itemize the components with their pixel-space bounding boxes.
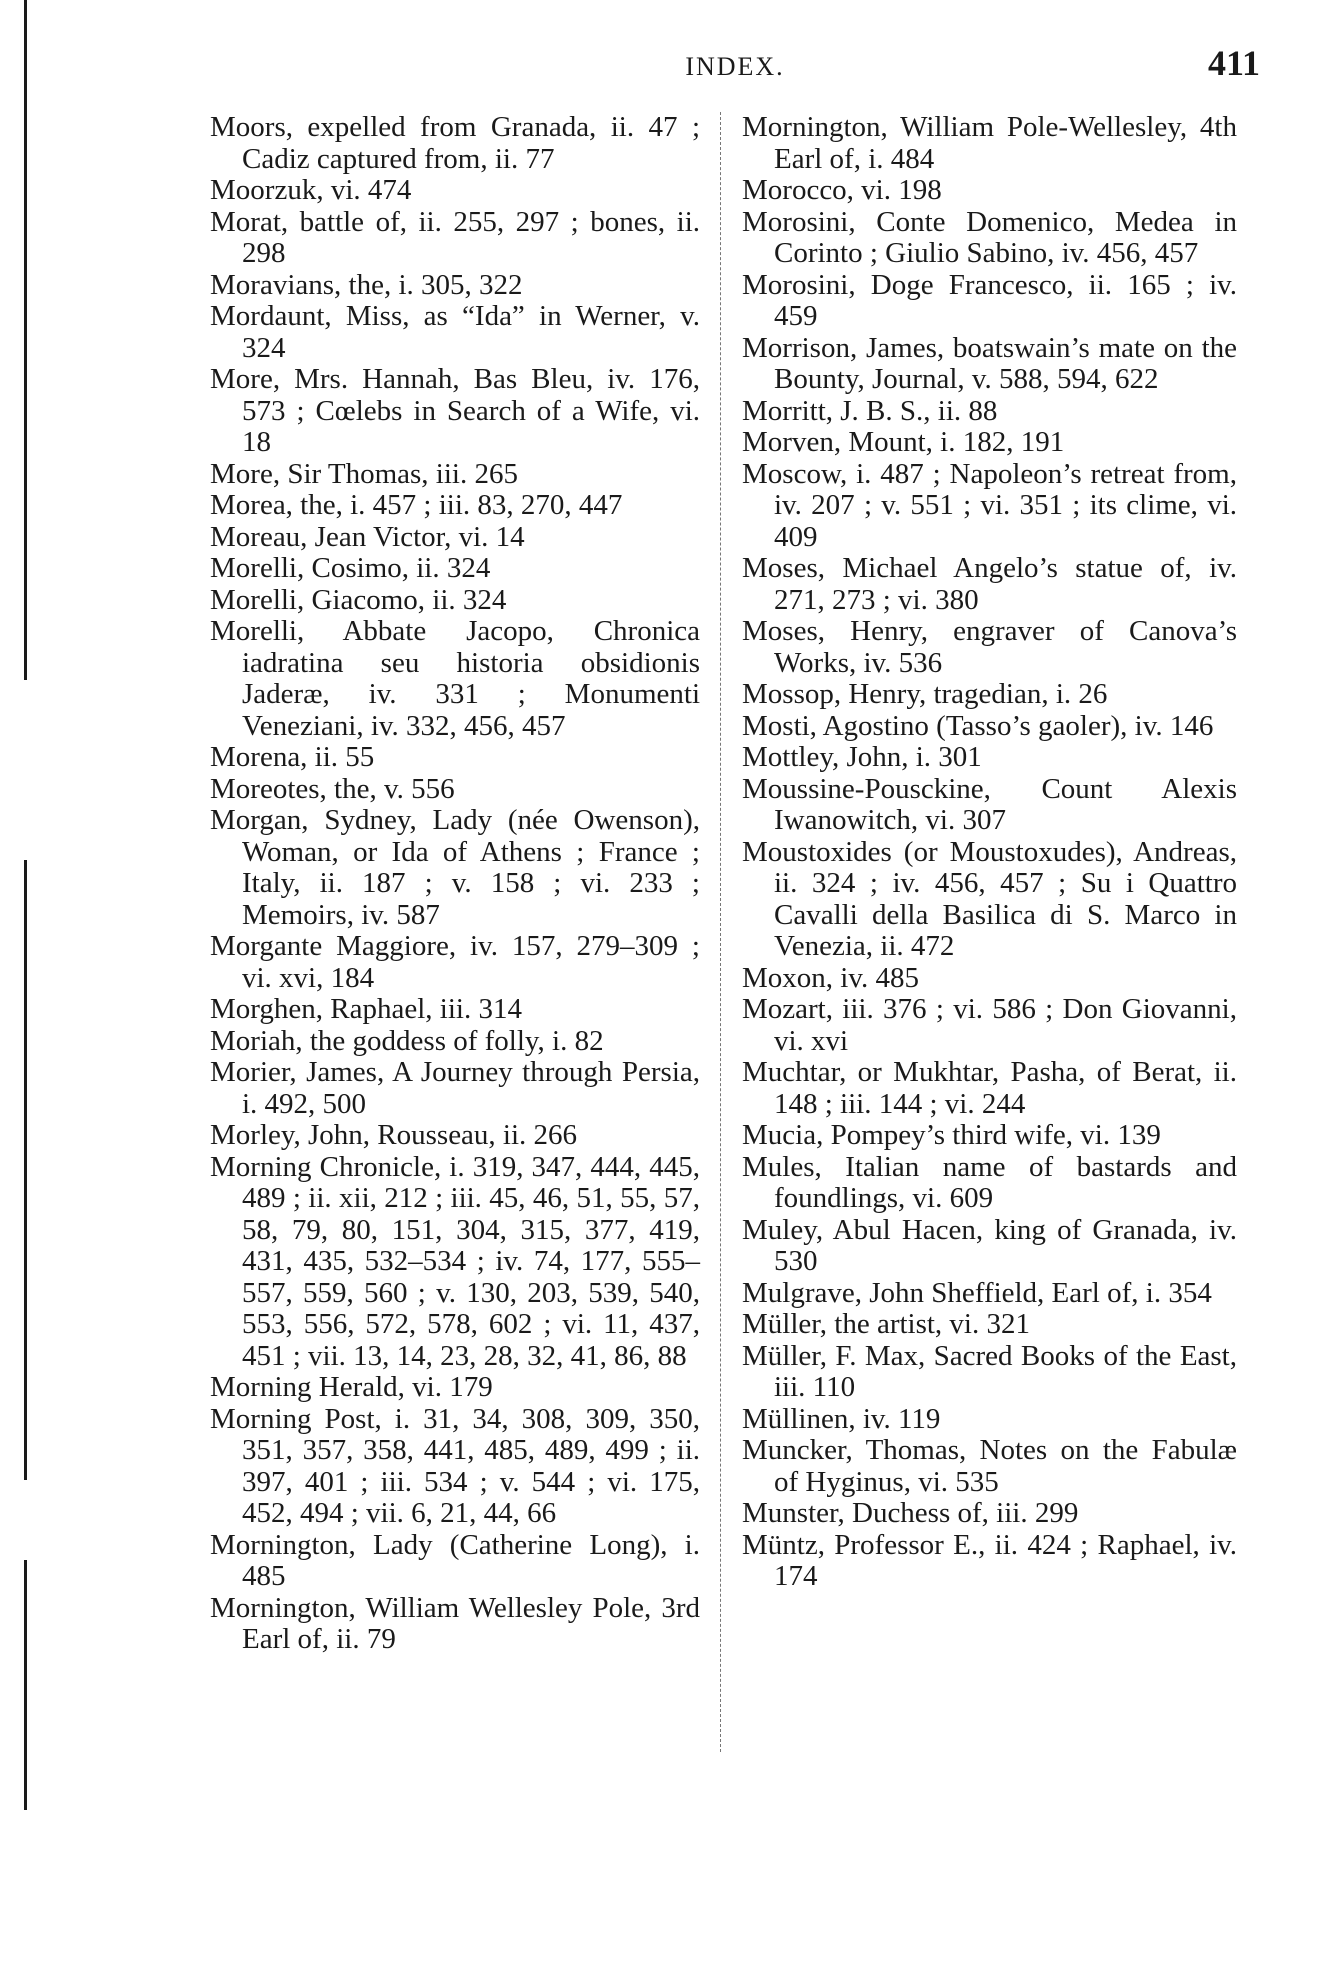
index-entry: Moravians, the, i. 305, 322 xyxy=(210,268,523,301)
index-entry: More, Sir Thomas, iii. 265 xyxy=(210,457,518,490)
index-entry: Morocco, vi. 198 xyxy=(742,174,942,206)
index-entry: Müller, F. Max, Sacred Books of the East, iii. 110 xyxy=(742,1339,1237,1403)
index-entry: Mucia, Pompey’s third wife, vi. 139 xyxy=(742,1119,1161,1151)
index-entry: Morritt, J. B. S., ii. 88 xyxy=(742,394,998,427)
index-entry: Mosti, Agostino (Tasso’s gaoler), iv. 146 xyxy=(742,709,1214,742)
index-entry: Moreotes, the, v. 556 xyxy=(210,772,455,805)
right-index-column xyxy=(742,112,1237,1593)
page-number: 411 xyxy=(1207,43,1260,83)
index-entry: Morning Post, i. 31, 34, 308, 309, 350, 351, 357, 358, 441, 485, 489, 499 ; ii. 397, 401 ; iii. 534 ; v. 544 ; vi. 175, 452, 494 ; vii. 6, 21, 44, 66 xyxy=(210,1402,700,1529)
index-entry: Morgan, Sydney, Lady (née Owenson), Woman, or Ida of Athens ; France ; Italy, ii. 187 ; v. 158 ; vi. 233 ; Memoirs, iv. 587 xyxy=(210,804,700,931)
index-entry: Morning Chronicle, i. 319, 347, 444, 445, 489 ; ii. xii, 212 ; iii. 45, 46, 51, 55, 57, 58, 79, 80, 151, 304, 315, 377, 419, 431, 435, 532–534 ; iv. 74, 177, 555–557, 559, 560 ; v. 130, 203, 539, 540, 553, 556, 572, 578, 602 ; vi. 11, 437, 451 ; vii. 13, 14, 23, 28, 32, 41, 86, 88 xyxy=(210,1150,700,1372)
page-spine-edge xyxy=(24,860,27,1480)
index-entry: Moriah, the goddess of folly, i. 82 xyxy=(210,1024,604,1057)
index-entry: Morier, James, A Journey through Persia, i. 492, 500 xyxy=(210,1056,700,1120)
index-entry: Mules, Italian name of bastards and foundlings, vi. 609 xyxy=(742,1150,1237,1214)
index-entry: Moors, expelled from Granada, ii. 47 ; Cadiz captured from, ii. 77 xyxy=(210,111,700,175)
index-entry: Morat, battle of, ii. 255, 297 ; bones, ii. 298 xyxy=(210,205,700,269)
index-entry: Munster, Duchess of, iii. 299 xyxy=(742,1497,1079,1529)
index-entry: More, Mrs. Hannah, Bas Bleu, iv. 176, 573 ; Cœlebs in Search of a Wife, vi. 18 xyxy=(210,363,700,458)
column-divider xyxy=(720,112,721,1752)
index-entry: Moxon, iv. 485 xyxy=(742,961,919,994)
index-entry: Mossop, Henry, tragedian, i. 26 xyxy=(742,678,1108,710)
page-spine-edge xyxy=(24,0,27,680)
index-entry: Müntz, Professor E., ii. 424 ; Raphael, iv. 174 xyxy=(742,1528,1237,1592)
index-entry: Mottley, John, i. 301 xyxy=(742,741,982,773)
index-entry: Müller, the artist, vi. 321 xyxy=(742,1308,1030,1340)
index-entry: Morgante Maggiore, iv. 157, 279–309 ; vi. xvi, 184 xyxy=(210,930,700,994)
index-entry: Moustoxides (or Moustoxudes), Andreas, ii. 324 ; iv. 456, 457 ; Su i Quattro Cavalli della Basilica di S. Marco in Venezia, ii. 472 xyxy=(742,835,1237,962)
index-entry: Morley, John, Rousseau, ii. 266 xyxy=(210,1119,578,1151)
index-entry: Morelli, Giacomo, ii. 324 xyxy=(210,583,507,616)
index-entry: Moses, Henry, engraver of Canova’s Works, iv. 536 xyxy=(742,615,1237,679)
index-entry: Morelli, Cosimo, ii. 324 xyxy=(210,552,491,584)
page-spine-edge xyxy=(24,1560,27,1810)
index-entry: Morning Herald, vi. 179 xyxy=(210,1371,493,1403)
index-entry: Moussine-Pousckine, Count Alexis Iwanowitch, vi. 307 xyxy=(742,772,1237,836)
page-header xyxy=(210,36,1260,96)
index-entry: Mornington, William Wellesley Pole, 3rd Earl of, ii. 79 xyxy=(210,1591,700,1655)
index-entry: Mulgrave, John Sheffield, Earl of, i. 354 xyxy=(742,1276,1212,1309)
index-entry: Moses, Michael Angelo’s statue of, iv. 271, 273 ; vi. 380 xyxy=(742,552,1237,616)
index-entry: Muchtar, or Mukhtar, Pasha, of Berat, ii. 148 ; iii. 144 ; vi. 244 xyxy=(742,1056,1237,1120)
index-entry: Mornington, William Pole-Wellesley, 4th Earl of, i. 484 xyxy=(742,111,1237,175)
index-entry: Mozart, iii. 376 ; vi. 586 ; Don Giovanni, vi. xvi xyxy=(742,993,1237,1057)
index-entry: Moscow, i. 487 ; Napoleon’s retreat from, iv. 207 ; v. 551 ; vi. 351 ; its clime, vi. 409 xyxy=(742,457,1237,553)
left-index-column xyxy=(210,112,700,1656)
index-entry: Morelli, Abbate Jacopo, Chronica iadratina seu historia obsidionis Jaderæ, iv. 331 ; Monumenti Veneziani, iv. 332, 456, 457 xyxy=(210,615,700,742)
index-entry: Morosini, Doge Francesco, ii. 165 ; iv. 459 xyxy=(742,268,1237,332)
index-entry: Muncker, Thomas, Notes on the Fabulæ of Hyginus, vi. 535 xyxy=(742,1434,1237,1498)
running-title: INDEX. xyxy=(685,52,785,81)
index-entry: Morven, Mount, i. 182, 191 xyxy=(742,426,1065,458)
index-entry: Mornington, Lady (Catherine Long), i. 485 xyxy=(210,1528,700,1592)
index-entry: Müllinen, iv. 119 xyxy=(742,1402,941,1435)
index-entry: Mordaunt, Miss, as “Ida” in Werner, v. 324 xyxy=(210,300,700,364)
index-entry: Moorzuk, vi. 474 xyxy=(210,174,412,206)
index-entry: Moreau, Jean Victor, vi. 14 xyxy=(210,520,525,553)
index-entry: Morrison, James, boatswain’s mate on the Bounty, Journal, v. 588, 594, 622 xyxy=(742,331,1237,395)
index-entry: Morghen, Raphael, iii. 314 xyxy=(210,993,522,1025)
index-entry: Morea, the, i. 457 ; iii. 83, 270, 447 xyxy=(210,489,623,521)
index-entry: Morosini, Conte Domenico, Medea in Corinto ; Giulio Sabino, iv. 456, 457 xyxy=(742,205,1237,269)
index-entry: Morena, ii. 55 xyxy=(210,741,375,773)
index-entry: Muley, Abul Hacen, king of Granada, iv. 530 xyxy=(742,1213,1237,1277)
